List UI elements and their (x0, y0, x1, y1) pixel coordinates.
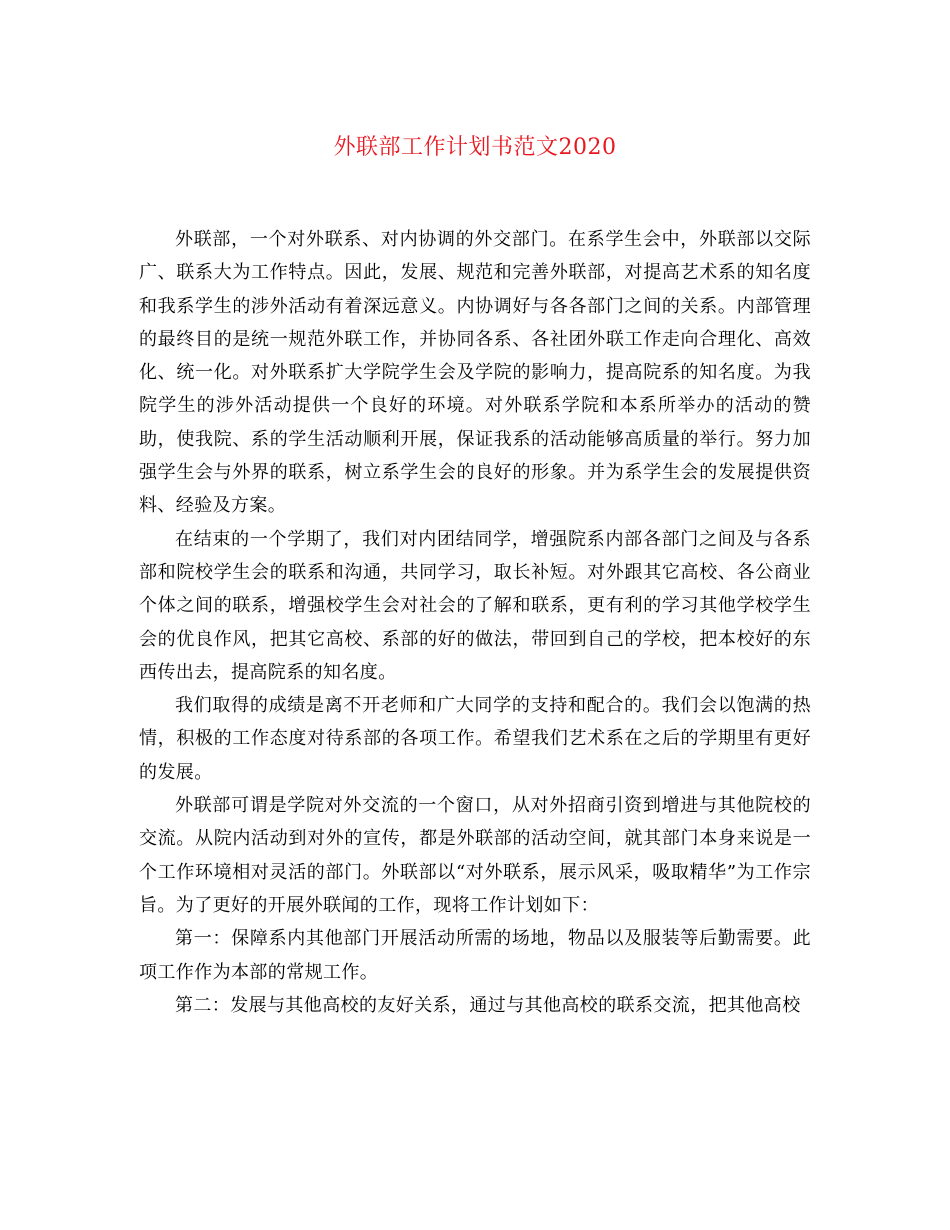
paragraph-1: 外联部，一个对外联系、对内协调的外交部门。在系学生会中，外联部以交际广、联系大为工作特点。因此，发展、规范和完善外联部，对提高艺术系的知名度和我系学生的涉外活动有着深远意义。内协调好与各各部门之间的关系。内部管理的最终目的是统一规范外联工作，并协同各系、各社团外联工作走向合理化、高效化、统一化。对外联系扩大学院学生会及学院的影响力，提高院系的知名度。为我院学生的涉外活动提供一个良好的环境。对外联系学院和本系所举办的活动的赞助，使我院、系的学生活动顺利开展，保证我系的活动能够高质量的举行。努力加强学生会与外界的联系，树立系学生会的良好的形象。并为系学生会的发展提供资料、经验及方案。 (139, 229, 811, 517)
paragraph-4: 外联部可谓是学院对外交流的一个窗口，从对外招商引资到增进与其他院校的交流。从院内活动到对外的宣传，都是外联部的活动空间，就其部门本身来说是一个工作环境相对灵活的部门。外联部以“对外联系，展示风采，吸取精华”为工作宗旨。为了更好的开展外联闻的工作，现将工作计划如下： (139, 795, 811, 916)
document-body (139, 223, 811, 1022)
paragraph-2: 在结束的一个学期了，我们对内团结同学，增强院系内部各部门之间及与各系部和院校学生会的联系和沟通，共同学习，取长补短。对外跟其它高校、各公商业个体之间的联系，增强校学生会对社会的了解和联系，更有利的学习其他学校学生会的优良作风，把其它高校、系部的好的做法，带回到自己的学校，把本校好的东西传出去，提高院系的知名度。 (139, 528, 811, 683)
document-title: 外联部工作计划书范文2020 (333, 135, 617, 160)
paragraph-6: 第二：发展与其他高校的友好关系，通过与其他高校的联系交流，把其他高校 (175, 994, 801, 1016)
paragraph-3: 我们取得的成绩是离不开老师和广大同学的支持和配合的。我们会以饱满的热情，积极的工作态度对待系部的各项工作。希望我们艺术系在之后的学期里有更好的发展。 (139, 695, 811, 783)
paragraph-5: 第一：保障系内其他部门开展活动所需的场地，物品以及服装等后勤需要。此项工作作为本部的常规工作。 (139, 928, 811, 983)
